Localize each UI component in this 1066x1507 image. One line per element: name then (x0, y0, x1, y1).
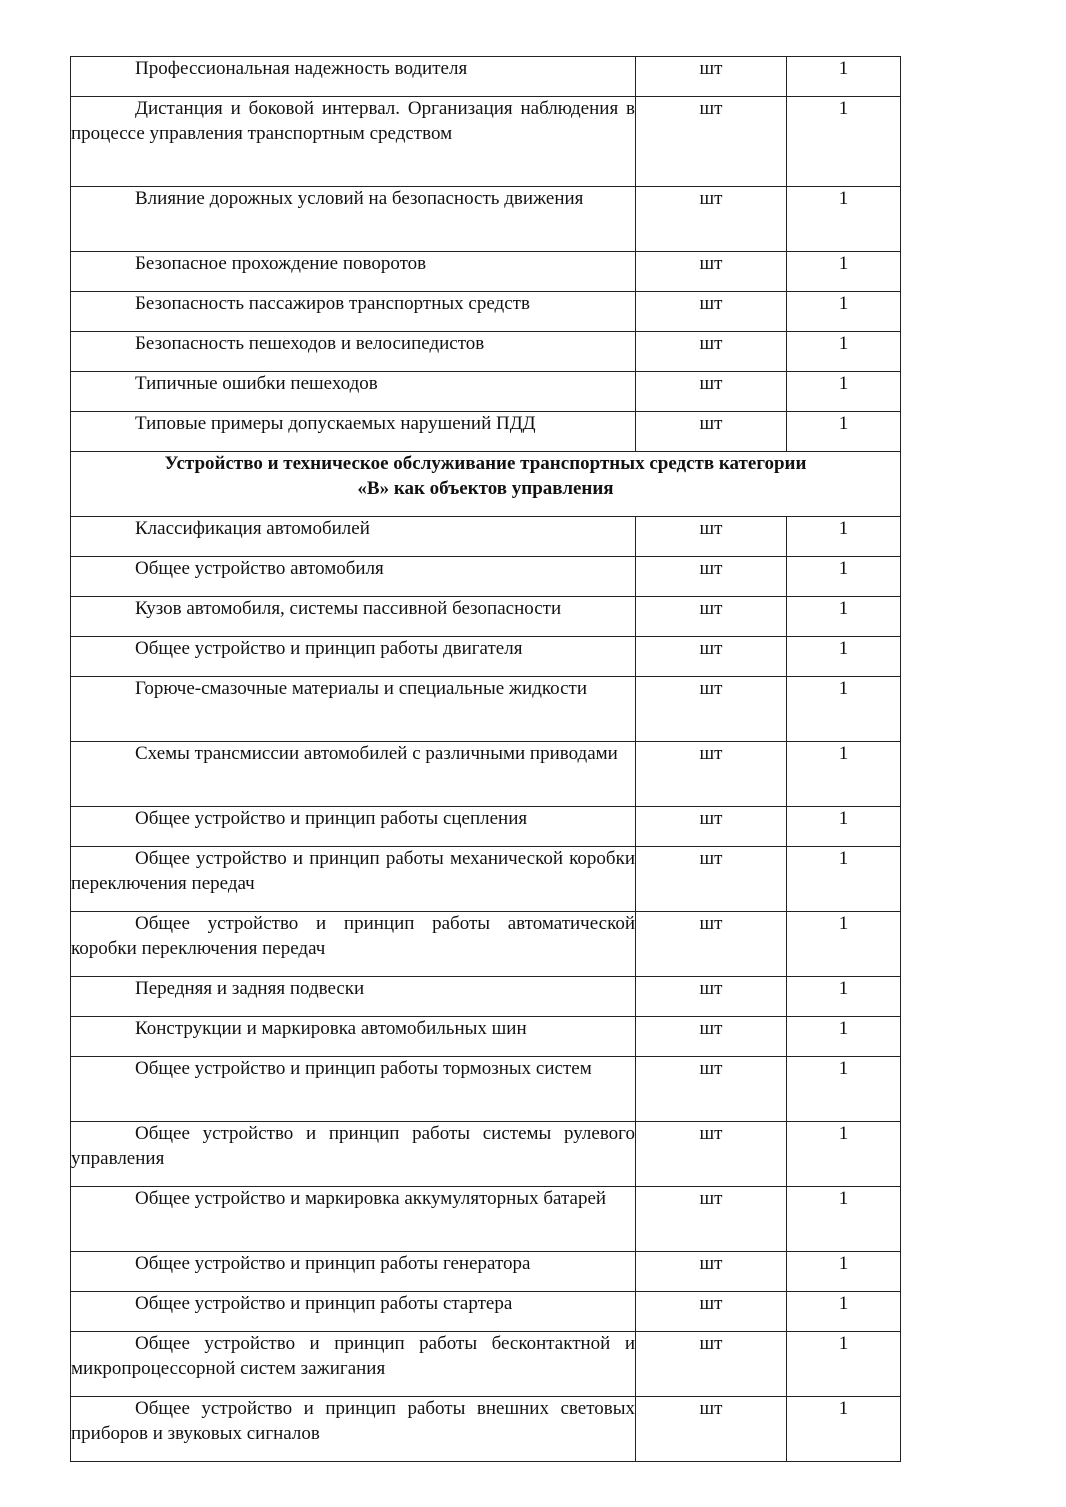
table-row (71, 557, 901, 597)
item-name: Общее устройство и принцип работы двигателя (71, 637, 636, 677)
item-name: Общее устройство и принцип работы механической коробки переключения передач (71, 847, 636, 912)
item-name: Типовые примеры допускаемых нарушений ПДД (71, 412, 636, 452)
table-row (71, 372, 901, 412)
table-row (71, 412, 901, 452)
item-unit: шт (636, 847, 787, 912)
table-row (71, 677, 901, 742)
item-unit: шт (636, 742, 787, 807)
item-qty: 1 (787, 637, 901, 677)
item-name: Классификация автомобилей (71, 517, 636, 557)
item-unit: шт (636, 1187, 787, 1252)
item-qty: 1 (787, 57, 901, 97)
item-name: Кузов автомобиля, системы пассивной безопасности (71, 597, 636, 637)
section-heading-line-2: «В» как объектов управления (357, 477, 614, 499)
table-row (71, 597, 901, 637)
item-unit: шт (636, 292, 787, 332)
item-qty: 1 (787, 1332, 901, 1397)
section-heading (71, 452, 901, 517)
table-row (71, 1397, 901, 1462)
item-name: Профессиональная надежность водителя (71, 57, 636, 97)
table-row (71, 332, 901, 372)
item-qty: 1 (787, 292, 901, 332)
item-name: Горюче-смазочные материалы и специальные жидкости (71, 677, 636, 742)
item-unit: шт (636, 1292, 787, 1332)
item-name: Общее устройство и принцип работы стартера (71, 1292, 636, 1332)
item-qty: 1 (787, 977, 901, 1017)
table-row (71, 1332, 901, 1397)
table-row (71, 292, 901, 332)
item-qty: 1 (787, 332, 901, 372)
item-qty: 1 (787, 1122, 901, 1187)
table-row (71, 1122, 901, 1187)
item-unit: шт (636, 1397, 787, 1462)
item-unit: шт (636, 1252, 787, 1292)
section-header-row (71, 452, 901, 517)
item-unit: шт (636, 57, 787, 97)
item-qty: 1 (787, 372, 901, 412)
item-unit: шт (636, 807, 787, 847)
item-name: Общее устройство и принцип работы системы рулевого управления (71, 1122, 636, 1187)
item-name: Схемы трансмиссии автомобилей с различными приводами (71, 742, 636, 807)
item-unit: шт (636, 1017, 787, 1057)
item-qty: 1 (787, 557, 901, 597)
item-qty: 1 (787, 1252, 901, 1292)
item-name: Общее устройство автомобиля (71, 557, 636, 597)
item-name: Безопасное прохождение поворотов (71, 252, 636, 292)
item-qty: 1 (787, 1057, 901, 1122)
item-name: Передняя и задняя подвески (71, 977, 636, 1017)
table-row (71, 517, 901, 557)
item-unit: шт (636, 912, 787, 977)
item-name: Конструкции и маркировка автомобильных шин (71, 1017, 636, 1057)
table-row (71, 1187, 901, 1252)
item-qty: 1 (787, 187, 901, 252)
item-qty: 1 (787, 97, 901, 187)
item-unit: шт (636, 1332, 787, 1397)
item-qty: 1 (787, 1187, 901, 1252)
item-name: Общее устройство и маркировка аккумуляторных батарей (71, 1187, 636, 1252)
item-qty: 1 (787, 1397, 901, 1462)
item-unit: шт (636, 187, 787, 252)
item-unit: шт (636, 1057, 787, 1122)
item-name: Общее устройство и принцип работы внешних световых приборов и звуковых сигналов (71, 1397, 636, 1462)
item-name: Влияние дорожных условий на безопасность движения (71, 187, 636, 252)
item-unit: шт (636, 372, 787, 412)
item-unit: шт (636, 252, 787, 292)
table-row (71, 807, 901, 847)
item-qty: 1 (787, 677, 901, 742)
table-row (71, 1252, 901, 1292)
item-unit: шт (636, 977, 787, 1017)
table-row (71, 742, 901, 807)
item-qty: 1 (787, 517, 901, 557)
item-qty: 1 (787, 252, 901, 292)
item-qty: 1 (787, 597, 901, 637)
item-unit: шт (636, 597, 787, 637)
item-qty: 1 (787, 847, 901, 912)
table-row (71, 57, 901, 97)
item-name: Общее устройство и принцип работы бесконтактной и микропроцессорной систем зажигания (71, 1332, 636, 1397)
item-qty: 1 (787, 742, 901, 807)
item-name: Общее устройство и принцип работы автоматической коробки переключения передач (71, 912, 636, 977)
item-unit: шт (636, 557, 787, 597)
item-unit: шт (636, 97, 787, 187)
table-row (71, 637, 901, 677)
item-qty: 1 (787, 1292, 901, 1332)
item-qty: 1 (787, 912, 901, 977)
item-name: Типичные ошибки пешеходов (71, 372, 636, 412)
item-name: Безопасность пешеходов и велосипедистов (71, 332, 636, 372)
item-qty: 1 (787, 807, 901, 847)
section-heading-line-1: Устройство и техническое обслуживание транспортных средств категории (164, 453, 807, 474)
item-name: Общее устройство и принцип работы тормозных систем (71, 1057, 636, 1122)
item-unit: шт (636, 332, 787, 372)
table-row (71, 1017, 901, 1057)
item-qty: 1 (787, 412, 901, 452)
table-row (71, 977, 901, 1017)
item-name: Безопасность пассажиров транспортных средств (71, 292, 636, 332)
item-unit: шт (636, 517, 787, 557)
table-row (71, 252, 901, 292)
item-unit: шт (636, 677, 787, 742)
item-name: Общее устройство и принцип работы сцепления (71, 807, 636, 847)
item-unit: шт (636, 637, 787, 677)
equipment-table (70, 56, 901, 1462)
item-name: Дистанция и боковой интервал. Организация наблюдения в процессе управления транспортным средством (71, 97, 636, 187)
item-unit: шт (636, 1122, 787, 1187)
item-qty: 1 (787, 1017, 901, 1057)
table-row (71, 847, 901, 912)
table-row (71, 1292, 901, 1332)
item-unit: шт (636, 412, 787, 452)
table-row (71, 912, 901, 977)
item-name: Общее устройство и принцип работы генератора (71, 1252, 636, 1292)
table-row (71, 1057, 901, 1122)
table-row (71, 187, 901, 252)
table-row (71, 97, 901, 187)
